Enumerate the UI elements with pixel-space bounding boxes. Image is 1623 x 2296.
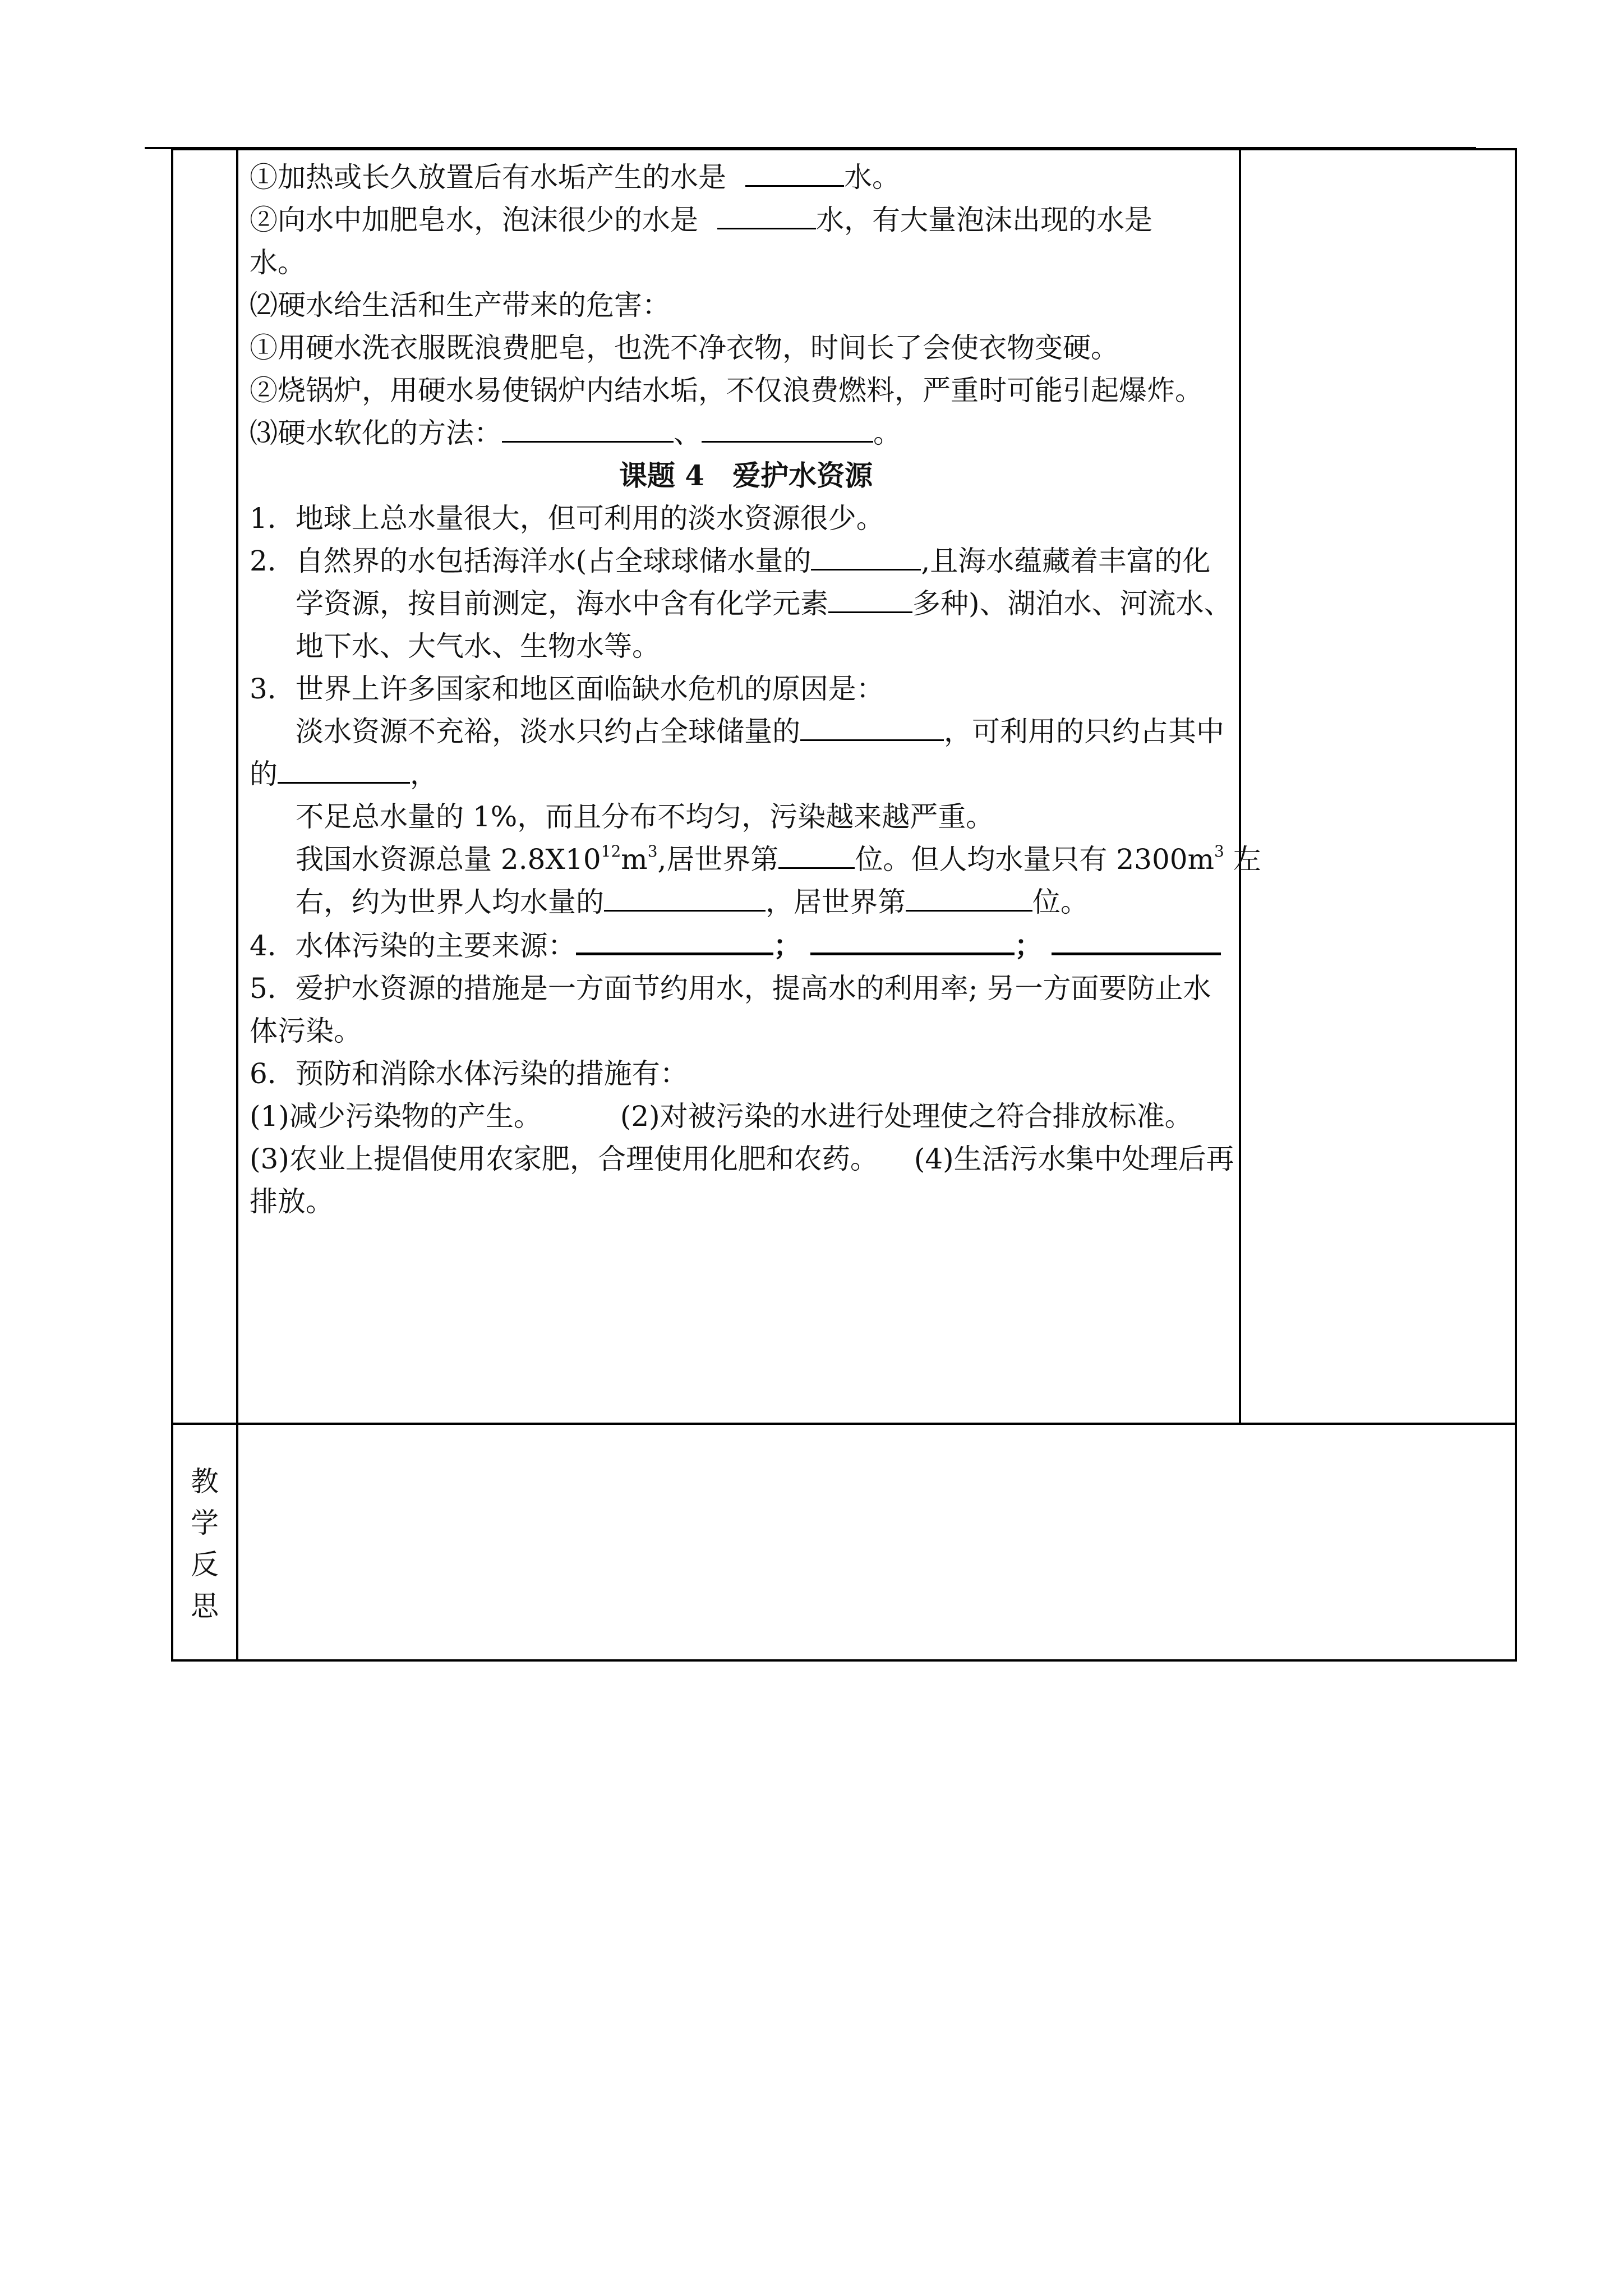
- item-3: 3．世界上许多国家和地区面临缺水危机的原因是：: [250, 673, 884, 705]
- reflection-input-area[interactable]: [237, 1424, 1516, 1660]
- hazard-laundry: ①用硬水洗衣服既浪费肥皂，也洗不净衣物，时间长了会使衣物变硬。: [250, 332, 1119, 364]
- item-3-freshwater: 淡水资源不充裕，淡水只约占全球储量的 ，可利用的只约占其中: [250, 710, 1242, 753]
- item-3-freshwater-cont: 的 ，: [250, 753, 1242, 795]
- hazard-boiler: ②烧锅炉，用硬水易使锅炉内结水垢，不仅浪费燃料，严重时可能引起爆炸。: [250, 374, 1203, 407]
- item-2: 2．自然界的水包括海洋水(占全球球储水量的 ,且海水蕴藏着丰富的化: [250, 540, 1242, 582]
- item-3-shortage: 不足总水量的 1%，而且分布不均匀，污染越来越严重。: [296, 800, 994, 833]
- item-5-cont: 体污染。: [250, 1015, 362, 1047]
- answer-blank[interactable]: [502, 412, 674, 443]
- measures-line-1: (1)减少污染物的产生。 (2)对被污染的水进行处理使之符合排放标准。: [250, 1100, 1193, 1133]
- soap-test-line-cont: 水。: [250, 246, 306, 279]
- item-3-china-cont: 右，约为世界人均水量的 ，居世界第 位。: [250, 881, 1242, 923]
- answer-blank[interactable]: [278, 753, 410, 784]
- soap-test-line: ②向水中加肥皂水，泡沫很少的水是 水，有大量泡沫出现的水是: [250, 199, 1242, 241]
- answer-blank[interactable]: [745, 156, 844, 187]
- reflection-row: [172, 1424, 1516, 1660]
- notes-column-cell: [1240, 149, 1516, 1424]
- item-2-cont: 学资源，按目前测定，海水中含有化学元素 多种)、湖泊水、河流水、: [250, 582, 1242, 625]
- reflection-label: 教 学 反 思: [191, 1465, 219, 1622]
- lesson-table: [171, 148, 1517, 1662]
- answer-blank[interactable]: [800, 710, 944, 741]
- answer-blank[interactable]: [906, 881, 1032, 912]
- item-2-cont2: 地下水、大气水、生物水等。: [296, 630, 660, 662]
- answer-blank[interactable]: [810, 923, 1015, 955]
- hard-water-heat-line: ①加热或长久放置后有水垢产生的水是 水。: [250, 156, 1242, 199]
- main-content-cell: [237, 149, 1261, 1424]
- answer-blank[interactable]: [778, 838, 855, 869]
- answer-blank[interactable]: [576, 923, 773, 955]
- measures-line-3: 排放。: [250, 1185, 334, 1218]
- answer-blank[interactable]: [1052, 923, 1221, 955]
- content-block: [250, 156, 1261, 1223]
- reflection-label-cell: [172, 1424, 237, 1660]
- item-4: 4．水体污染的主要来源： ； ；: [250, 923, 1242, 967]
- section-heading: 课题 4 爱护水资源: [619, 459, 873, 492]
- answer-blank[interactable]: [811, 540, 921, 570]
- item-1: 1．地球上总水量很大，但可利用的淡水资源很少。: [250, 502, 884, 535]
- left-column-cell: [172, 149, 237, 1424]
- answer-blank[interactable]: [604, 881, 766, 912]
- item-3-china: 我国水资源总量 $2.8X10^{12}m^3$,居世界第 位。但人均水量只有 $2300m^3$ 左: [250, 838, 1242, 881]
- answer-blank[interactable]: [717, 199, 816, 229]
- measures-line-2: (3)农业上提倡使用农家肥，合理使用化肥和农药。 (4)生活污水集中处理后再: [250, 1143, 1234, 1175]
- content-row: [172, 149, 1516, 1424]
- hazards-heading: ⑵硬水给生活和生产带来的危害：: [250, 289, 670, 321]
- answer-blank[interactable]: [702, 412, 873, 443]
- answer-blank[interactable]: [828, 582, 912, 613]
- softening-methods-line: ⑶硬水软化的方法： 、 。: [250, 412, 1242, 454]
- item-5: 5．爱护水资源的措施是一方面节约用水，提高水的利用率; 另一方面要防止水: [250, 972, 1211, 1005]
- item-6: 6．预防和消除水体污染的措施有：: [250, 1057, 688, 1090]
